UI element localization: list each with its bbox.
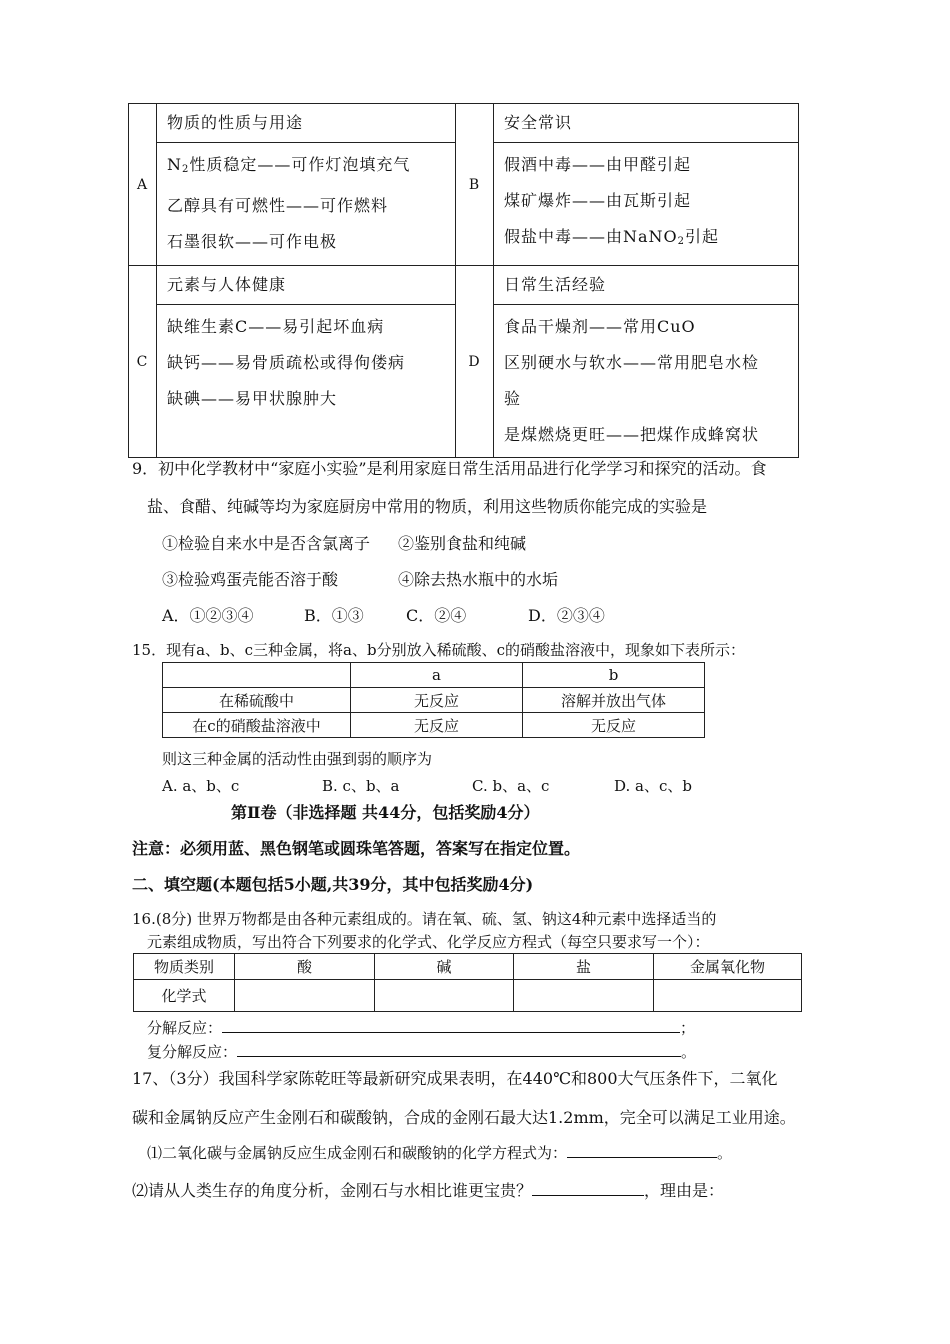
option-b-line2: 煤矿爆炸——由瓦斯引起	[504, 191, 692, 210]
options-table	[128, 103, 799, 458]
option-a-line3: 石墨很软——可作电极	[167, 232, 338, 251]
notice-text: 注意：必须用蓝、黑色钢笔或圆珠笔答题，答案写在指定位置。	[132, 839, 581, 858]
table-cell: 在稀硫酸中	[163, 688, 351, 713]
q16-decomp-row	[147, 1017, 695, 1038]
q15-option-c: C. b、a、c	[472, 777, 550, 795]
option-b-key: B	[456, 104, 494, 266]
q17-sub1-end: 。	[717, 1144, 733, 1162]
decomp-label: 分解反应：	[147, 1019, 223, 1037]
q9-stem-line1: 9．初中化学教材中“家庭小实验”是利用家庭日常生活用品进行化学学习和探究的活动。食	[132, 459, 767, 478]
q17-sub1-row	[147, 1142, 732, 1163]
decomp-answer-blank[interactable]	[222, 1018, 680, 1033]
option-a-key: A	[129, 104, 157, 266]
answer-cell-metal-oxide[interactable]	[654, 980, 802, 1012]
q15-table	[162, 662, 705, 738]
q9-item3: ③检验鸡蛋壳能否溶于酸	[162, 570, 339, 589]
table-cell: 溶解并放出气体	[523, 688, 705, 713]
double-decomp-label: 复分解反应：	[147, 1043, 238, 1061]
q9-item2: ②鉴别食盐和纯碱	[398, 534, 527, 553]
table-row	[134, 954, 802, 980]
decomp-end: ；	[680, 1019, 696, 1037]
option-b-line1: 假酒中毒——由甲醛引起	[504, 155, 692, 174]
q16-table	[133, 953, 802, 1012]
table-header: 盐	[514, 954, 654, 980]
option-b-content	[494, 143, 799, 266]
q15-stem: 15．现有a、b、c三种金属，将a、b分别放入稀硫酸、c的硝酸盐溶液中，现象如下表所示：	[132, 641, 745, 659]
option-c-header: 元素与人体健康	[157, 266, 456, 305]
answer-cell-acid[interactable]	[235, 980, 375, 1012]
q17-sub2-row	[132, 1178, 724, 1201]
q16-stem-line1: 16.(8分) 世界万物都是由各种元素组成的。请在氧、硫、氢、钠这4种元素中选择适当的	[132, 910, 717, 928]
q16-stem-line2: 元素组成物质，写出符合下列要求的化学式、化学反应方程式（每空只要求写一个）：	[147, 933, 710, 951]
q9-option-c: C．②④	[406, 606, 467, 625]
table-header: a	[351, 663, 523, 688]
q17-stem-line2: 碳和金属钠反应产生金刚石和碳酸钠，合成的金刚石最大达1.2mm，完全可以满足工业用途。	[132, 1108, 796, 1127]
table-cell: 在c的硝酸盐溶液中	[163, 713, 351, 738]
option-a-line2: 乙醇具有可燃性——可作燃料	[167, 196, 389, 215]
q15-option-a: A. a、b、c	[162, 777, 240, 795]
q17-sub1-text: ⑴二氧化碳与金属钠反应生成金刚石和碳酸钠的化学方程式为：	[147, 1144, 568, 1162]
option-d-line3: 验	[504, 389, 522, 408]
option-a-line1: $N_2$性质稳定——可作灯泡填充气	[167, 155, 411, 175]
option-d-key: D	[456, 266, 494, 458]
table-header: 物质类别	[134, 954, 235, 980]
option-b-header: 安全常识	[494, 104, 799, 143]
q9-option-a: A．①②③④	[162, 606, 254, 625]
option-d-content	[494, 305, 799, 458]
option-d-line2: 区别硬水与软水——常用肥皂水检	[504, 353, 760, 372]
q16-double-row	[147, 1041, 696, 1062]
option-a-header: 物质的性质与用途	[157, 104, 456, 143]
option-d-header: 日常生活经验	[494, 266, 799, 305]
table-header: 金属氧化物	[654, 954, 802, 980]
table-cell: 无反应	[351, 688, 523, 713]
section-title: 第Ⅱ卷（非选择题 共44分，包括奖励4分）	[231, 803, 540, 822]
q15-option-d: D. a、c、b	[614, 777, 692, 795]
double-decomp-answer-blank[interactable]	[237, 1042, 681, 1057]
q9-item1: ①检验自来水中是否含氯离子	[162, 534, 371, 553]
option-c-content	[157, 305, 456, 458]
q17-sub2-blank[interactable]	[532, 1181, 644, 1196]
q15-question: 则这三种金属的活动性由强到弱的顺序为	[162, 750, 433, 768]
q9-item4: ④除去热水瓶中的水垢	[398, 570, 559, 589]
table-header: 碱	[375, 954, 514, 980]
q17-sub2-text: ⑵请从人类生存的角度分析，金刚石与水相比谁更宝贵？	[132, 1181, 533, 1200]
option-c-key: C	[129, 266, 157, 458]
table-cell: 无反应	[351, 713, 523, 738]
q17-sub1-blank[interactable]	[567, 1143, 717, 1158]
q17-sub2-mid: ，理由是：	[644, 1181, 725, 1200]
double-decomp-end: 。	[681, 1043, 697, 1061]
q15-option-b: B. c、b、a	[322, 777, 400, 795]
table-row	[134, 980, 802, 1012]
q17-stem-line1: 17、（3分）我国科学家陈乾旺等最新研究成果表明，在440℃和800大气压条件下，二氧化	[132, 1069, 778, 1088]
table-cell	[163, 663, 351, 688]
option-d-line1: 食品干燥剂——常用CuO	[504, 317, 696, 336]
option-a-content	[157, 143, 456, 266]
table-header: b	[523, 663, 705, 688]
table-row	[163, 663, 705, 688]
table-row	[163, 688, 705, 713]
q9-option-d: D．②③④	[528, 606, 605, 625]
table-row	[163, 713, 705, 738]
option-c-line2: 缺钙——易骨质疏松或得佝偻病	[167, 353, 406, 372]
table-cell: 无反应	[523, 713, 705, 738]
table-header: 酸	[235, 954, 375, 980]
part-title: 二、填空题(本题包括5小题,共39分，其中包括奖励4分)	[132, 875, 534, 894]
option-b-line3: 假盐中毒——由NaNO$_2$引起	[504, 227, 720, 247]
q9-stem-line2: 盐、食醋、纯碱等均为家庭厨房中常用的物质，利用这些物质你能完成的实验是	[147, 497, 708, 516]
option-d-line4: 是煤燃烧更旺——把煤作成蜂窝状	[504, 425, 760, 444]
table-cell: 化学式	[134, 980, 235, 1012]
q9-option-b: B．①③	[304, 606, 364, 625]
option-c-line3: 缺碘——易甲状腺肿大	[167, 389, 338, 408]
answer-cell-salt[interactable]	[514, 980, 654, 1012]
option-c-line1: 缺维生素C——易引起坏血病	[167, 317, 385, 336]
answer-cell-base[interactable]	[375, 980, 514, 1012]
